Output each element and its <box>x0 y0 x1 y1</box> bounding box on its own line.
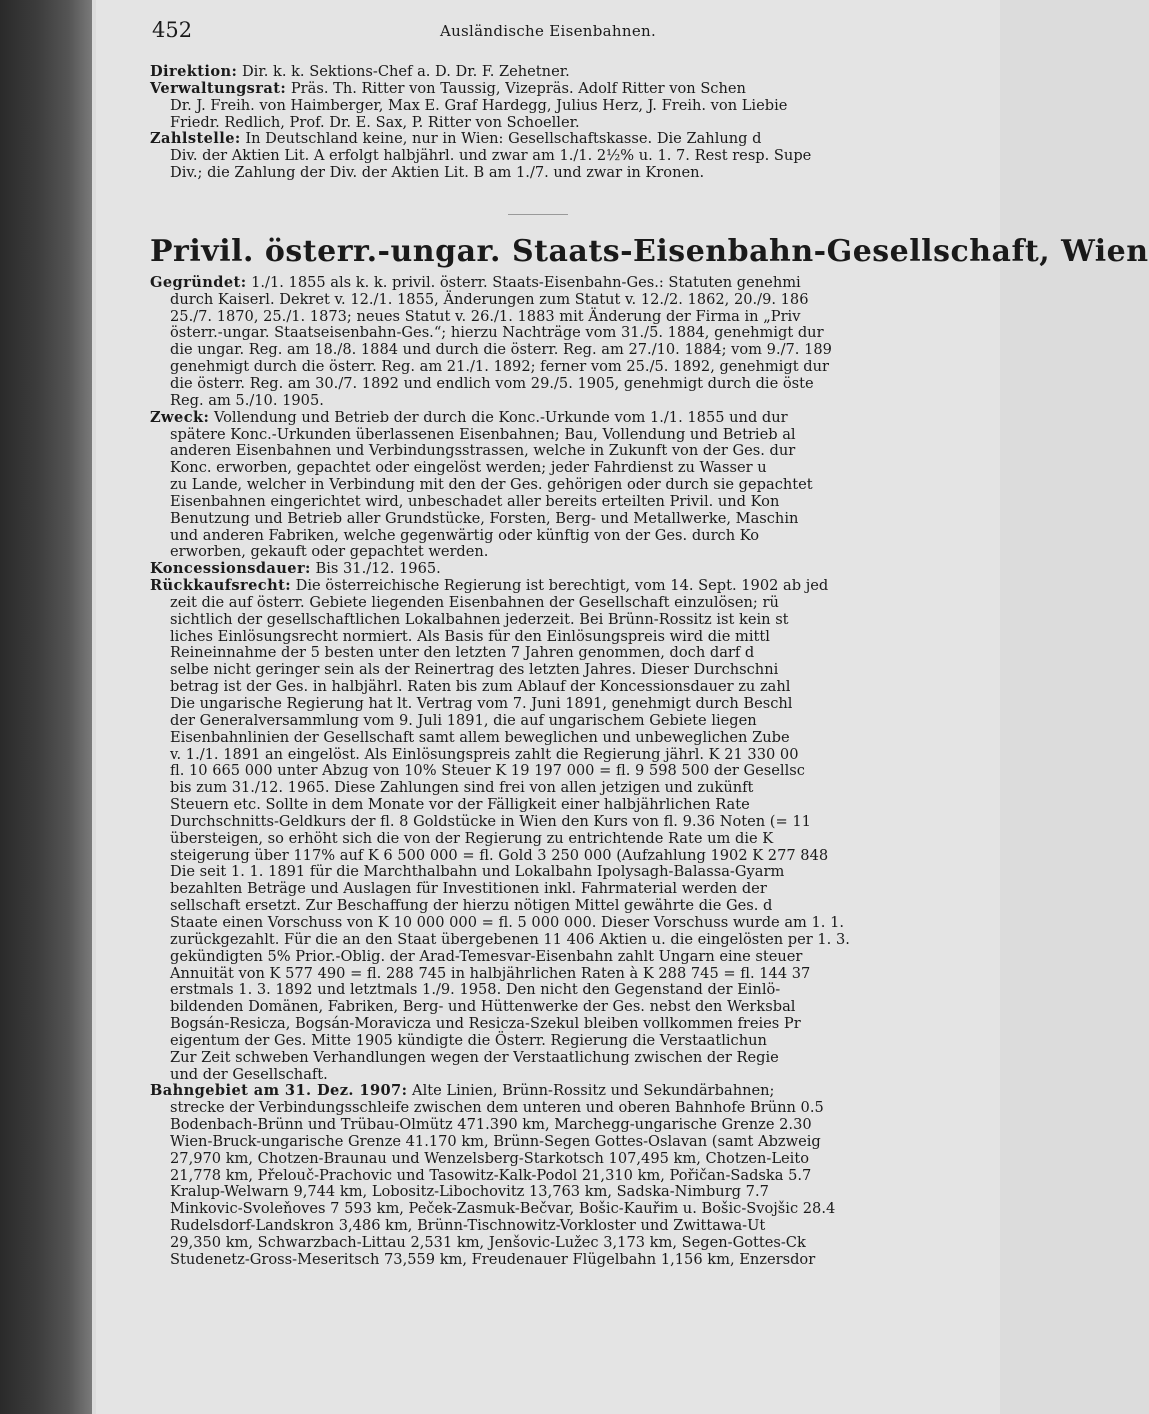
running-title: Ausländische Eisenbahnen. <box>439 22 657 40</box>
section-rueckkaufsrecht-text: bildenden Domänen, Fabriken, Berg- und Hüttenwerke der Ges. nebst den Werksbal <box>170 998 796 1016</box>
section-rueckkaufsrecht-text: selbe nicht geringer sein als der Reinertrag des letzten Jahres. Dieser Durchschni <box>170 661 779 679</box>
section-rueckkaufsrecht-line <box>150 730 1000 747</box>
section-gegruendet-line <box>150 376 1000 393</box>
page-number: 452 <box>152 18 193 42</box>
section-bahngebiet-text: Kralup-Welwarn 9,744 km, Lobositz-Libochovitz 13,763 km, Sadska-Nimburg 7.7 <box>170 1183 769 1201</box>
page-body <box>150 63 1149 1269</box>
section-zweck-line <box>150 410 1000 427</box>
section-rueckkaufsrecht-line <box>150 578 1000 595</box>
section-rueckkaufsrecht-text: zeit die auf österr. Gebiete liegenden Eisenbahnen der Gesellschaft einzulösen; rü <box>170 593 779 611</box>
section-bahngebiet-line <box>150 1218 1000 1235</box>
section-rueckkaufsrecht-text: bis zum 31./12. 1965. Diese Zahlungen sind frei von allen jetzigen und zukünft <box>170 779 754 797</box>
company-title: Privil. österr.-ungar. Staats-Eisenbahn-Gesellschaft, Wien <box>150 233 1149 269</box>
section-gegruendet-line <box>150 342 1000 359</box>
section-zweck <box>150 410 1000 562</box>
section-bahngebiet-line <box>150 1184 1000 1201</box>
section-rueckkaufsrecht-line <box>150 780 1000 797</box>
section-bahngebiet-text: strecke der Verbindungsschleife zwischen dem unteren und oberen Bahnhofe Brünn 0.5 <box>170 1099 824 1117</box>
section-rueckkaufsrecht-line <box>150 1033 1000 1050</box>
section-gegruendet-line <box>150 325 1000 342</box>
zahlstelle-line <box>150 148 1000 165</box>
company-sections <box>150 275 1000 1269</box>
verwaltungsrat-line <box>150 81 1000 98</box>
zahlstelle <box>150 131 1000 182</box>
section-rueckkaufsrecht-text: v. 1./1. 1891 an eingelöst. Als Einlösungspreis zahlt die Regierung jährl. K 21 330 00 <box>170 745 799 763</box>
section-zweck-text: erworben, gekauft oder gepachtet werden. <box>170 543 489 561</box>
section-rueckkaufsrecht-line <box>150 662 1000 679</box>
section-bahngebiet-text: 29,350 km, Schwarzbach-Littau 2,531 km, Jenšovic-Lužec 3,173 km, Segen-Gottes-Ck <box>170 1234 806 1251</box>
zahlstelle-text: Div.; die Zahlung der Div. der Aktien Lit. B am 1./7. und zwar in Kronen. <box>170 164 705 182</box>
section-rueckkaufsrecht-line <box>150 645 1000 662</box>
section-bahngebiet-text: Wien-Bruck-ungarische Grenze 41.170 km, Brünn-Segen Gottes-Oslavan (samt Abzweig <box>170 1132 821 1150</box>
section-zweck-text: Eisenbahnen eingerichtet wird, unbeschadet aller bereits erteilten Privil. und Kon <box>170 492 780 510</box>
section-bahngebiet-line <box>150 1117 1000 1134</box>
section-zweck-text: anderen Eisenbahnen und Verbindungsstrassen, welche in Zukunft von der Ges. dur <box>170 442 796 460</box>
section-rueckkaufsrecht-line <box>150 898 1000 915</box>
section-rueckkaufsrecht-text: liches Einlösungsrecht normiert. Als Basis für den Einlösungspreis wird die mittl <box>170 627 770 645</box>
section-gegruendet <box>150 275 1000 410</box>
book-page <box>96 0 1149 1414</box>
section-bahngebiet-text: 21,778 km, Přelouč-Prachovic und Tasowitz-Kalk-Podol 21,310 km, Pořičan-Sadska 5.7 <box>170 1166 812 1184</box>
section-rueckkaufsrecht-text: Reineinnahme der 5 besten unter den letzten 7 Jahren genommen, doch darf d <box>170 644 755 662</box>
section-rueckkaufsrecht-line <box>150 629 1000 646</box>
verwaltungsrat-text: Dr. J. Freih. von Haimberger, Max E. Graf Hardegg, Julius Herz, J. Freih. von Liebie <box>170 96 788 114</box>
section-rueckkaufsrecht-line <box>150 763 1000 780</box>
section-rueckkaufsrecht-text: der Generalversammlung vom 9. Juli 1891, die auf ungarischem Gebiete liegen <box>170 711 757 729</box>
section-rueckkaufsrecht-text: steigerung über 117% auf K 6 500 000 = fl. Gold 3 250 000 (Aufzahlung 1902 K 277 848 <box>170 846 829 864</box>
section-zweck-line <box>150 544 1000 561</box>
section-rueckkaufsrecht-text: Eisenbahnlinien der Gesellschaft samt allem beweglichen und unbeweglichen Zube <box>170 728 790 746</box>
section-bahngebiet <box>150 1083 1000 1268</box>
previous-entry <box>150 64 1000 182</box>
section-rueckkaufsrecht-line <box>150 696 1000 713</box>
section-zweck-text: Vollendung und Betrieb der durch die Konc.-Urkunde vom 1./1. 1855 und dur <box>213 408 788 426</box>
section-rueckkaufsrecht-text: Zur Zeit schweben Verhandlungen wegen der Verstaatlichung zwischen der Regie <box>170 1048 779 1066</box>
direktion-text: Dir. k. k. Sektions-Chef a. D. Dr. F. Zehetner. <box>241 63 570 80</box>
section-zweck-line <box>150 477 1000 494</box>
section-gegruendet-text: 25./7. 1870, 25./1. 1873; neues Statut v. 26./1. 1883 mit Änderung der Firma in „Priv <box>170 307 801 325</box>
section-rueckkaufsrecht-text: betrag ist der Ges. in halbjährl. Raten bis zum Ablauf der Koncessionsdauer zu zahl <box>170 678 791 696</box>
section-rueckkaufsrecht-line <box>150 1050 1000 1067</box>
verwaltungsrat <box>150 81 1000 132</box>
section-zweck-line <box>150 427 1000 444</box>
section-zweck-label: Zweck: <box>150 408 210 426</box>
zahlstelle-line <box>150 131 1000 148</box>
section-bahngebiet-label: Bahngebiet am 31. Dez. 1907: <box>150 1082 408 1100</box>
section-rueckkaufsrecht <box>150 578 1000 1083</box>
verwaltungsrat-text: Präs. Th. Ritter von Taussig, Vizepräs. Adolf Ritter von Schen <box>290 79 746 97</box>
section-bahngebiet-text: Studenetz-Gross-Meseritsch 73,559 km, Freudenauer Flügelbahn 1,156 km, Enzersdor <box>170 1250 816 1268</box>
section-bahngebiet-line <box>150 1201 1000 1218</box>
section-rueckkaufsrecht-line <box>150 612 1000 629</box>
verwaltungsrat-line <box>150 115 1000 132</box>
section-bahngebiet-text: 27,970 km, Chotzen-Braunau und Wenzelsberg-Starkotsch 107,495 km, Chotzen-Leito <box>170 1149 810 1167</box>
section-rueckkaufsrecht-text: Bogsán-Resicza, Bogsán-Moravicza und Resicza-Szekul bleiben vollkommen freies Pr <box>170 1015 801 1033</box>
section-rueckkaufsrecht-line <box>150 747 1000 764</box>
section-rueckkaufsrecht-text: fl. 10 665 000 unter Abzug von 10% Steuer K 19 197 000 = fl. 9 598 500 der Gesellsc <box>170 762 805 780</box>
section-bahngebiet-text: Rudelsdorf-Landskron 3,486 km, Brünn-Tischnowitz-Vorkloster und Zwittawa-Ut <box>170 1217 766 1235</box>
verwaltungsrat-line <box>150 98 1000 115</box>
section-rueckkaufsrecht-line <box>150 831 1000 848</box>
page-header <box>96 16 1000 50</box>
section-rueckkaufsrecht-line <box>150 1016 1000 1033</box>
section-rueckkaufsrecht-line <box>150 932 1000 949</box>
section-rueckkaufsrecht-line <box>150 915 1000 932</box>
section-rueckkaufsrecht-text: Steuern etc. Sollte in dem Monate vor der Fälligkeit einer halbjährlichen Rate <box>170 796 750 814</box>
zahlstelle-text: Div. der Aktien Lit. A erfolgt halbjährl. und zwar am 1./1. 2½% u. 1. 7. Rest resp. Supe <box>170 147 812 165</box>
section-zweck-text: spätere Konc.-Urkunden überlassenen Eisenbahnen; Bau, Vollendung und Betrieb al <box>170 425 796 443</box>
section-koncessionsdauer-line <box>150 561 1000 578</box>
section-rueckkaufsrecht-text: Durchschnitts-Geldkurs der fl. 8 Goldstücke in Wien den Kurs von fl. 9.36 Noten (= 11 <box>170 812 811 830</box>
section-rueckkaufsrecht-line <box>150 949 1000 966</box>
section-gegruendet-text: durch Kaiserl. Dekret v. 12./1. 1855, Änderungen zum Statut v. 12./2. 1862, 20./9. 186 <box>170 290 809 308</box>
section-rueckkaufsrecht-line <box>150 864 1000 881</box>
section-rueckkaufsrecht-text: Die seit 1. 1. 1891 für die Marchthalbahn und Lokalbahn Ipolysagh-Balassa-Gyarm <box>170 863 785 881</box>
section-gegruendet-line <box>150 275 1000 292</box>
direktion-line <box>150 64 1000 81</box>
zahlstelle-label: Zahlstelle: <box>150 130 241 148</box>
section-bahngebiet-line <box>150 1235 1000 1252</box>
section-zweck-line <box>150 443 1000 460</box>
section-rueckkaufsrecht-text: sellschaft ersetzt. Zur Beschaffung der hierzu nötigen Mittel gewährte die Ges. d <box>170 897 773 915</box>
book-binding-edge <box>0 0 92 1414</box>
section-rueckkaufsrecht-text: übersteigen, so erhöht sich die von der Regierung zu entrichtende Rate um die K <box>170 829 774 847</box>
section-rueckkaufsrecht-label: Rückkaufsrecht: <box>150 577 292 595</box>
section-gegruendet-line <box>150 359 1000 376</box>
section-rueckkaufsrecht-text: Die österreichische Regierung ist berechtigt, vom 14. Sept. 1902 ab jed <box>295 577 829 595</box>
section-gegruendet-line <box>150 309 1000 326</box>
section-bahngebiet-line <box>150 1168 1000 1185</box>
section-zweck-line <box>150 460 1000 477</box>
section-gegruendet-text: Reg. am 5./10. 1905. <box>170 391 324 409</box>
section-rueckkaufsrecht-text: erstmals 1. 3. 1892 und letztmals 1./9. 1958. Den nicht den Gegenstand der Einlö- <box>170 981 781 999</box>
section-bahngebiet-line <box>150 1083 1000 1100</box>
section-rueckkaufsrecht-line <box>150 1067 1000 1084</box>
section-koncessionsdauer-label: Koncessionsdauer: <box>150 560 311 578</box>
section-zweck-line <box>150 528 1000 545</box>
section-gegruendet-text: die ungar. Reg. am 18./8. 1884 und durch die österr. Reg. am 27./10. 1884; vom 9./7. 189 <box>170 341 832 359</box>
section-bahngebiet-text: Alte Linien, Brünn-Rossitz und Sekundärbahnen; <box>412 1082 775 1100</box>
section-bahngebiet-line <box>150 1151 1000 1168</box>
section-gegruendet-text: 1./1. 1855 als k. k. privil. österr. Staats-Eisenbahn-Ges.: Statuten genehmi <box>251 273 801 291</box>
direktion-label: Direktion: <box>150 63 238 80</box>
section-rueckkaufsrecht-line <box>150 881 1000 898</box>
section-zweck-text: und anderen Fabriken, welche gegenwärtig oder künftig von der Ges. durch Ko <box>170 526 760 544</box>
section-rueckkaufsrecht-line <box>150 848 1000 865</box>
section-gegruendet-line <box>150 393 1000 410</box>
section-rueckkaufsrecht-text: und der Gesellschaft. <box>170 1065 328 1083</box>
section-rueckkaufsrecht-text: Staate einen Vorschuss von K 10 000 000 = fl. 5 000 000. Dieser Vorschuss wurde am 1. 1. <box>170 913 844 931</box>
direktion <box>150 64 1000 81</box>
section-gegruendet-label: Gegründet: <box>150 273 247 291</box>
section-bahngebiet-line <box>150 1134 1000 1151</box>
zahlstelle-text: In Deutschland keine, nur in Wien: Gesellschaftskasse. Die Zahlung d <box>245 130 762 148</box>
section-rueckkaufsrecht-text: sichtlich der gesellschaftlichen Lokalbahnen jederzeit. Bei Brünn-Rossitz ist kein st <box>170 610 789 628</box>
section-zweck-line <box>150 511 1000 528</box>
section-rueckkaufsrecht-line <box>150 679 1000 696</box>
section-koncessionsdauer-text: Bis 31./12. 1965. <box>315 560 441 578</box>
section-rueckkaufsrecht-line <box>150 814 1000 831</box>
section-rueckkaufsrecht-text: Annuität von K 577 490 = fl. 288 745 in halbjährlichen Raten à K 288 745 = fl. 144 37 <box>170 964 811 982</box>
zahlstelle-line <box>150 165 1000 182</box>
section-rueckkaufsrecht-line <box>150 713 1000 730</box>
section-bahngebiet-text: Bodenbach-Brünn und Trübau-Olmütz 471.390 km, Marchegg-ungarische Grenze 2.30 <box>170 1116 812 1134</box>
section-bahngebiet-text: Minkovic-Svoleňoves 7 593 km, Peček-Zasmuk-Bečvar, Bošic-Kauřim u. Bošic-Svojšic 28.4 <box>170 1200 836 1218</box>
section-rueckkaufsrecht-line <box>150 797 1000 814</box>
section-zweck-line <box>150 494 1000 511</box>
section-rueckkaufsrecht-text: eigentum der Ges. Mitte 1905 kündigte die Österr. Regierung die Verstaatlichun <box>170 1031 767 1049</box>
verwaltungsrat-label: Verwaltungsrat: <box>150 79 287 97</box>
section-zweck-text: Benutzung und Betrieb aller Grundstücke, Forsten, Berg- und Metallwerke, Maschin <box>170 509 799 527</box>
section-rueckkaufsrecht-line <box>150 595 1000 612</box>
section-koncessionsdauer <box>150 561 1000 578</box>
section-zweck-text: zu Lande, welcher in Verbindung mit den der Ges. gehörigen oder durch sie gepachtet <box>170 476 813 494</box>
section-bahngebiet-line <box>150 1252 1000 1269</box>
section-rueckkaufsrecht-text: gekündigten 5% Prior.-Oblig. der Arad-Temesvar-Eisenbahn zahlt Ungarn eine steuer <box>170 947 803 965</box>
section-rueckkaufsrecht-line <box>150 966 1000 983</box>
section-gegruendet-text: österr.-ungar. Staatseisenbahn-Ges.“; hierzu Nachträge vom 31./5. 1884, genehmigt dur <box>170 324 824 342</box>
section-rueckkaufsrecht-text: zurückgezahlt. Für die an den Staat übergebenen 11 406 Aktien u. die eingelösten per 1. 3. <box>170 930 850 948</box>
section-gegruendet-text: genehmigt durch die österr. Reg. am 21./1. 1892; ferner vom 25./5. 1892, genehmigt dur <box>170 358 829 376</box>
section-rueckkaufsrecht-text: bezahlten Beträge und Auslagen für Investitionen inkl. Fahrmaterial werden der <box>170 880 767 898</box>
section-rueckkaufsrecht-line <box>150 982 1000 999</box>
section-zweck-text: Konc. erworben, gepachtet oder eingelöst werden; jeder Fahrdienst zu Wasser u <box>170 459 767 477</box>
section-bahngebiet-line <box>150 1100 1000 1117</box>
section-rueckkaufsrecht-text: Die ungarische Regierung hat lt. Vertrag vom 7. Juni 1891, genehmigt durch Beschl <box>170 695 793 712</box>
verwaltungsrat-text: Friedr. Redlich, Prof. Dr. E. Sax, P. Ritter von Schoeller. <box>170 113 580 131</box>
section-rueckkaufsrecht-line <box>150 999 1000 1016</box>
section-divider <box>508 214 568 215</box>
section-gegruendet-line <box>150 292 1000 309</box>
section-gegruendet-text: die österr. Reg. am 30./7. 1892 und endlich vom 29./5. 1905, genehmigt durch die öste <box>170 374 814 392</box>
